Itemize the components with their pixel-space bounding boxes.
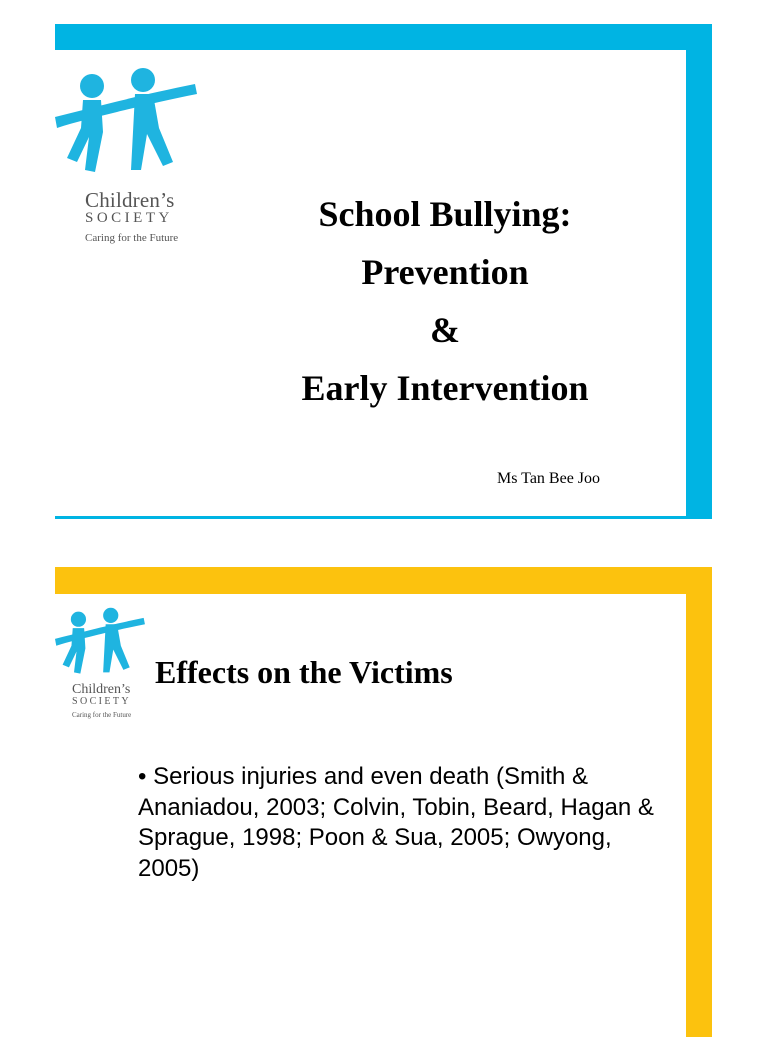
slide-1-title bbox=[255, 185, 635, 417]
logo-tagline: Caring for the Future bbox=[72, 711, 132, 719]
childrens-society-logo bbox=[55, 604, 155, 719]
slide-1-content bbox=[55, 50, 686, 516]
logo-society: SOCIETY bbox=[85, 210, 173, 226]
author-name: Ms Tan Bee Joo bbox=[497, 470, 601, 487]
logo-name: Children’s bbox=[85, 188, 175, 212]
title-line: Prevention bbox=[361, 252, 529, 292]
slide-2 bbox=[55, 567, 712, 1037]
title-line: School Bullying: bbox=[318, 194, 572, 234]
children-holding-hands-logo-icon bbox=[55, 62, 205, 182]
slide-2-content bbox=[55, 594, 686, 1054]
childrens-society-logo bbox=[55, 62, 215, 242]
slide-2-title: Effects on the Victims bbox=[155, 654, 453, 690]
title-line: & bbox=[430, 310, 460, 350]
logo-tagline: Caring for the Future bbox=[85, 232, 179, 244]
logo-society: SOCIETY bbox=[72, 696, 132, 707]
logo-name: Children’s bbox=[72, 682, 131, 697]
children-holding-hands-logo-icon bbox=[55, 604, 150, 680]
bullet-item: • Serious injuries and even death (Smith & Ananiadou, 2003; Colvin, Tobin, Beard, Hagan & Sprague, 1998; Poon & Sua, 2005; Owyong, 2005) bbox=[138, 763, 654, 882]
title-line: Early Intervention bbox=[301, 368, 589, 408]
slide-1 bbox=[55, 24, 712, 519]
